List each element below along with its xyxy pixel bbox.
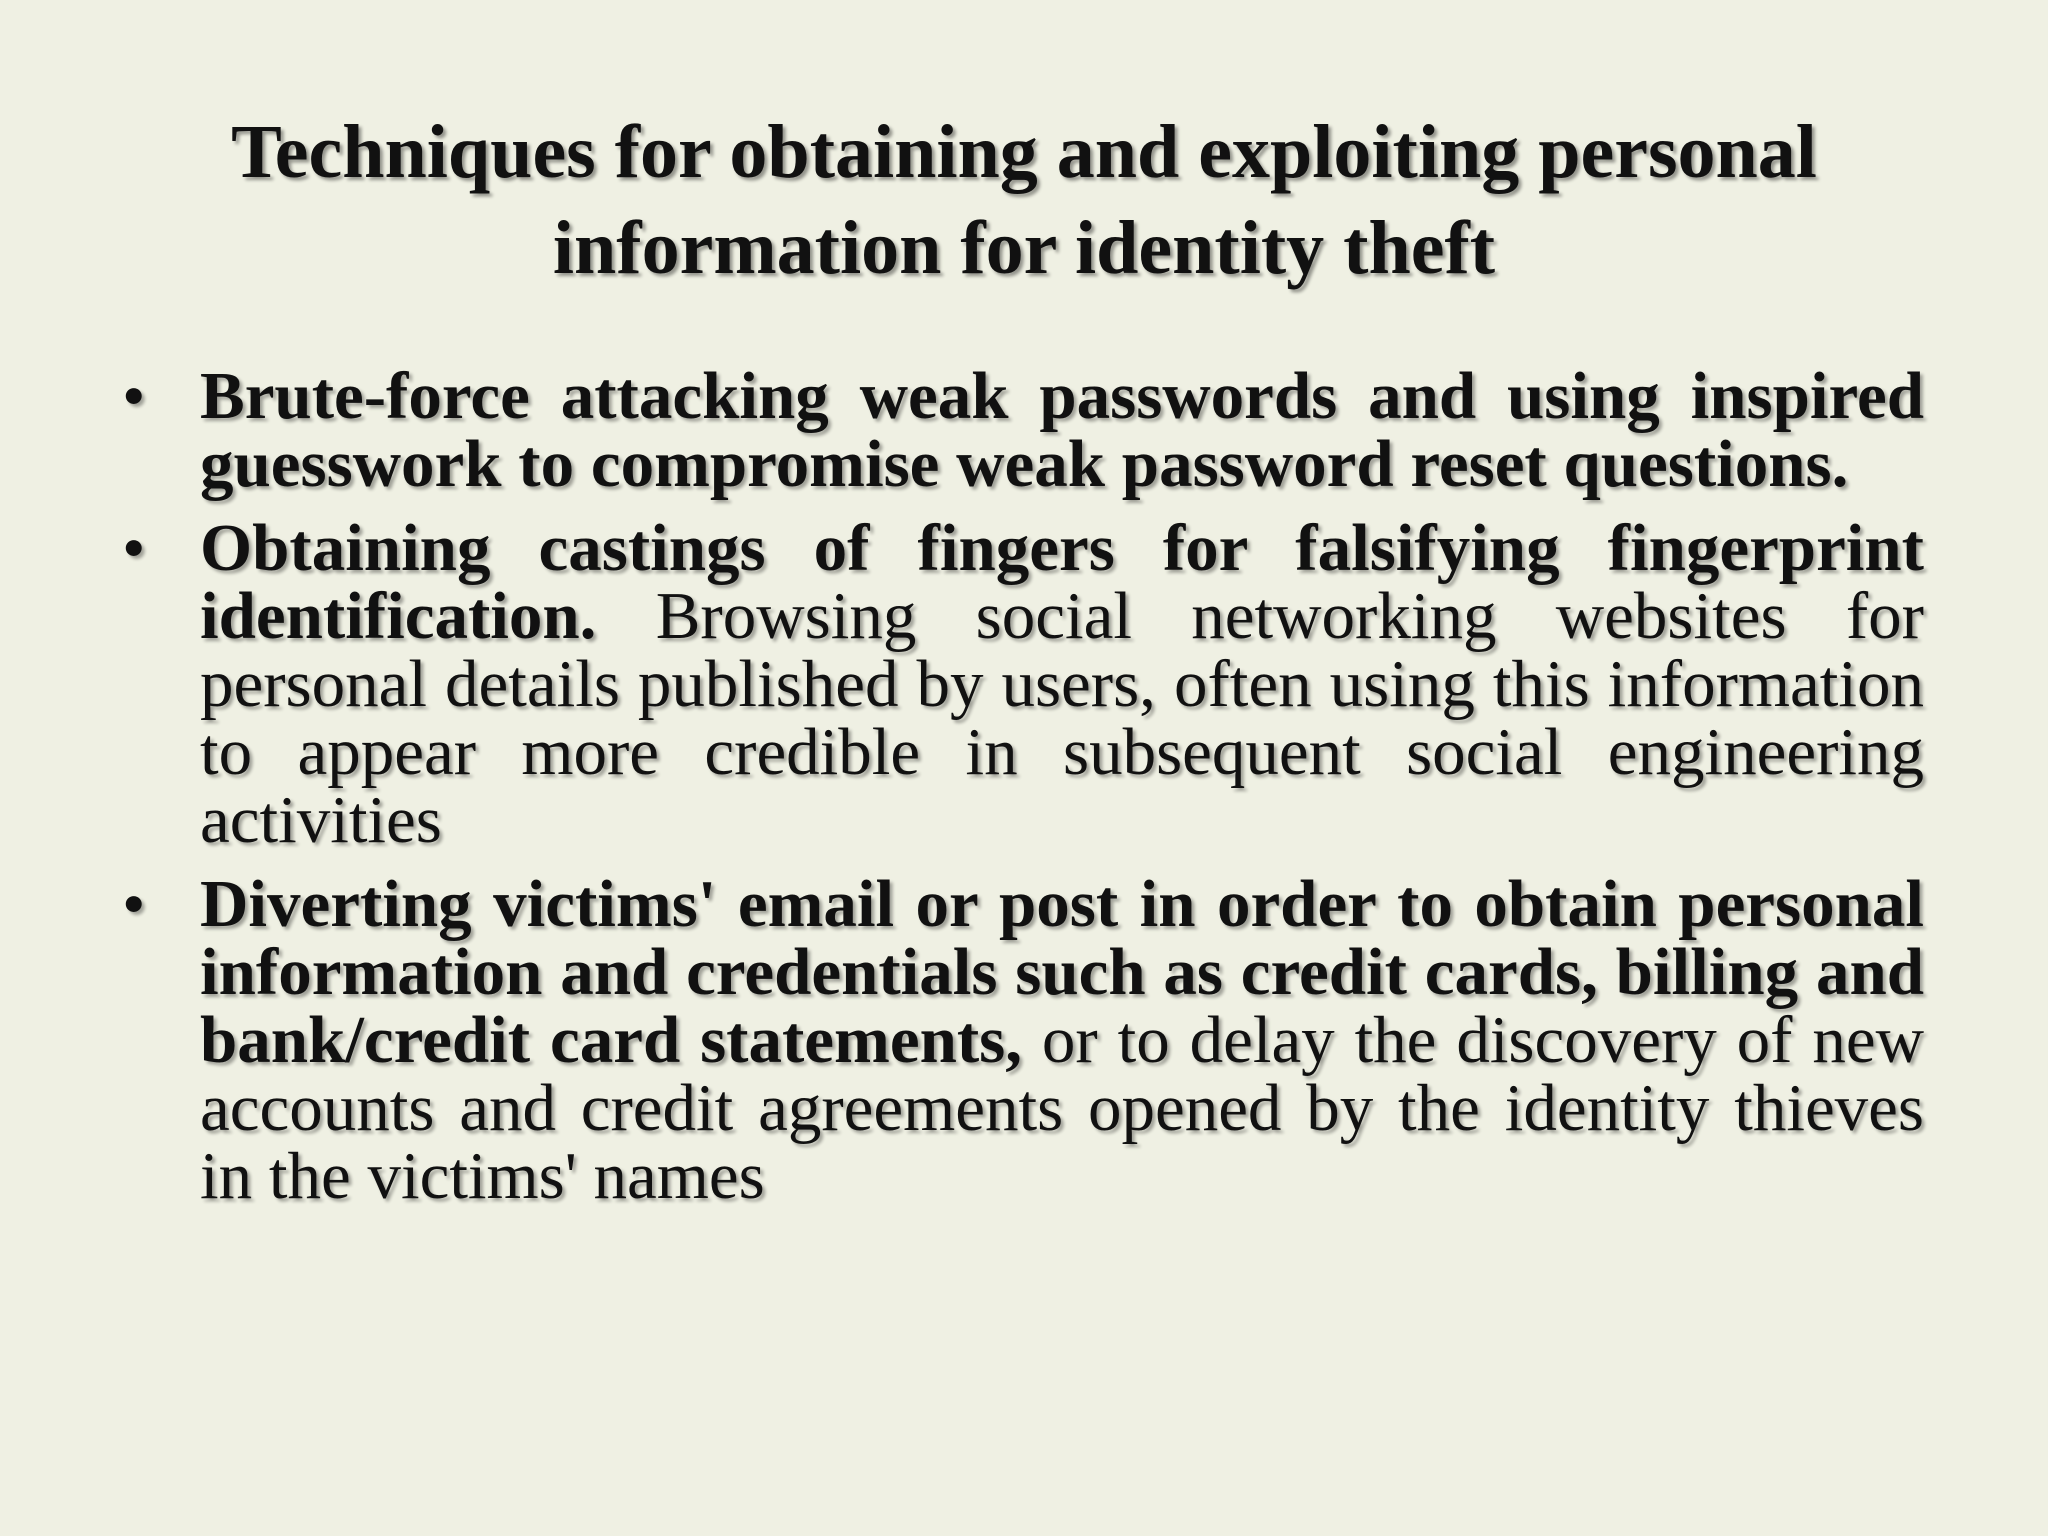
bullet-text-normal: or to delay the discovery of new accounts and credit agreements opened by the identity thieves in the victims' names — [200, 1003, 1925, 1213]
bullet-point-icon: • — [122, 511, 146, 585]
bullet-text-bold: Brute-force attacking weak passwords and using inspired guesswork to compromise weak password reset questions. — [200, 359, 1924, 501]
bullet-text-bold: Diverting victims' email or post in order to obtain personal information and credentials such as credit cards, billing and bank/credit card statements, — [200, 867, 1924, 1077]
bullet-text-normal: Browsing social networking websites for personal details published by users, often using this information to appear more credible in subsequent social engineering activities — [200, 579, 1924, 857]
bullet-item-fingerprint-castings — [122, 511, 1924, 857]
bullet-item-diverting-email — [122, 867, 1925, 1213]
bullet-item-brute-force — [122, 359, 1924, 501]
bullet-point-icon: • — [122, 359, 146, 433]
slide-title — [120, 104, 1928, 296]
bullet-text-bold: Obtaining castings of fingers for falsifying fingerprint identification. — [200, 511, 1924, 653]
slide-title-line-1: Techniques for obtaining and exploiting personal — [231, 110, 1817, 194]
slide-title-line-2: information for identity theft — [552, 206, 1496, 290]
bullet-list — [122, 359, 1925, 1226]
bullet-point-icon: • — [122, 867, 146, 941]
